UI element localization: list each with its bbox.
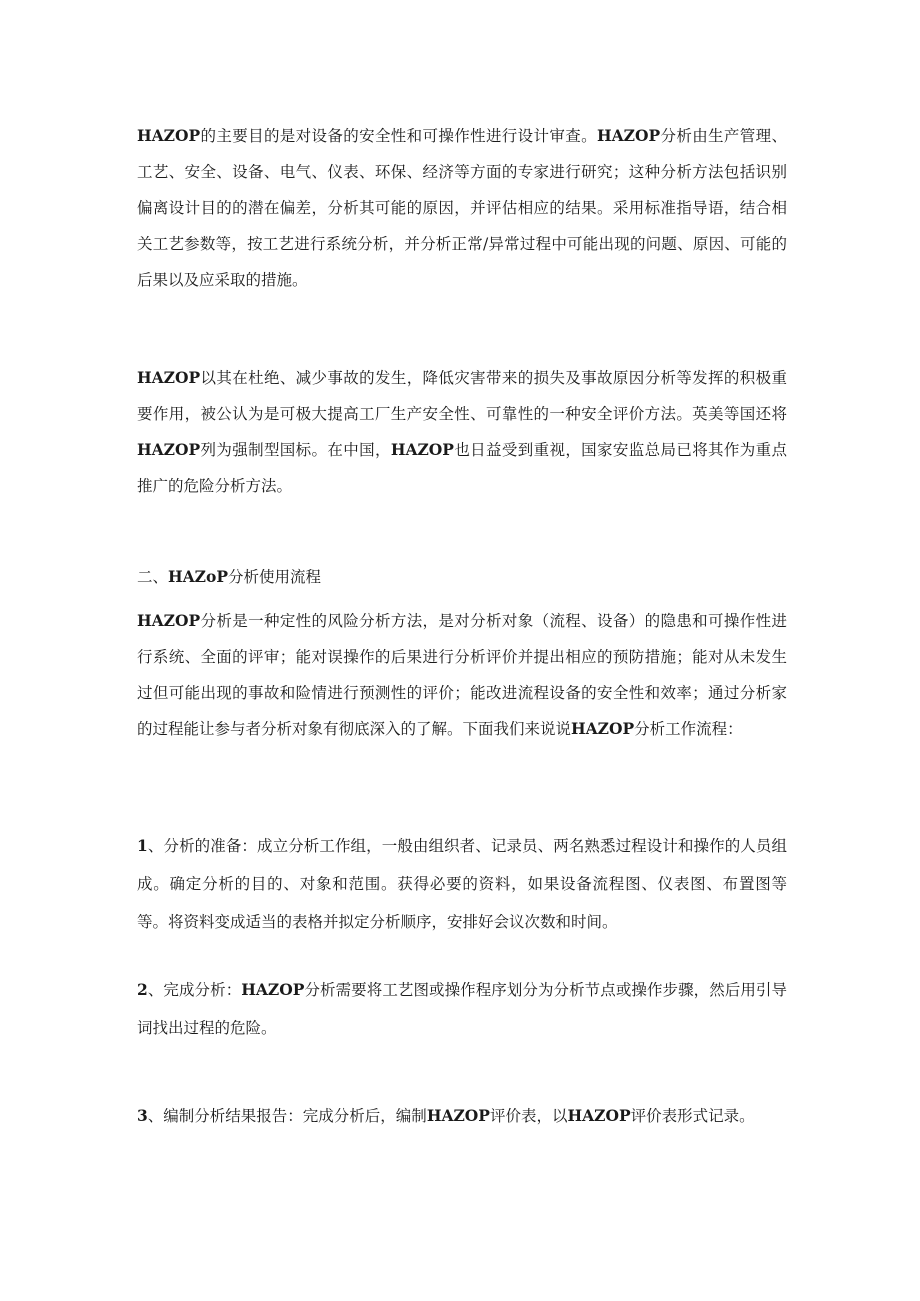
bold-term: HAZOP [390,440,454,459]
paragraph-step-analysis: 2、完成分析：HAZOP分析需要将工艺图或操作程序划分为分析节点或操作步骤，然后用引导词找出过程的危险。 [137,980,787,1037]
paragraph-hazop-importance: HAZOP以其在杜绝、减少事故的发生，降低灾害带来的损失及事故原因分析等发挥的积极重要作用，被公认为是可极大提高工厂生产安全性、可靠性的一种安全评价方法。英美等国还将HAZOP列为强制型国标。在中国，HAZOP也日益受到重视，国家安监总局已将其作为重点推广的危险分析方法。 [137,368,787,495]
bold-term: HAZOP [137,126,201,145]
bold-term: HAZOP [241,980,305,999]
paragraph-step-report: 3、编制分析结果报告：完成分析后，编制HAZOP评价表，以HAZOP评价表形式记录。 [137,1106,755,1125]
bold-term: HAZOP [567,1106,631,1125]
bold-term: HAZOP [426,1106,490,1125]
bold-term: HAZOP [137,611,201,630]
bold-term: HAZOP [571,719,635,738]
bold-term: HAZOP [137,440,201,459]
section-heading-process: 二、HAZoP分析使用流程 [137,567,322,586]
bold-term: 1 [137,836,148,855]
bold-term: 2 [137,980,148,999]
bold-term: HAZOP [596,126,661,145]
bold-term: HAZoP [168,567,228,586]
bold-term: HAZOP [137,368,201,387]
paragraph-hazop-purpose: HAZOP的主要目的是对设备的安全性和可操作性进行设计审查。HAZOP分析由生产管理、工艺、安全、设备、电气、仪表、环保、经济等方面的专家进行研究；这种分析方法包括识别偏离设计目的的潜在偏差，分析其可能的原因，并评估相应的结果。采用标准指导语，结合相关工艺参数等，按工艺进行系统分析，并分析正常/异常过程中可能出现的问题、原因、可能的后果以及应采取的措施。 [137,126,787,289]
bold-term: 3 [137,1106,148,1125]
paragraph-step-preparation: 1、分析的准备：成立分析工作组，一般由组织者、记录员、两名熟悉过程设计和操作的人员组成。确定分析的目的、对象和范围。获得必要的资料，如果设备流程图、仪表图、布置图等等。将资料变成适当的表格并拟定分析顺序，安排好会议次数和时间。 [137,836,787,931]
paragraph-hazop-method: HAZOP分析是一种定性的风险分析方法，是对分析对象（流程、设备）的隐患和可操作性进行系统、全面的评审；能对误操作的后果进行分析评价并提出相应的预防措施；能对从未发生过但可能出现的事故和险情进行预测性的评价；能改进流程设备的安全性和效率；通过分析家的过程能让参与者分析对象有彻底深入的了解。下面我们来说说HAZOP分析工作流程： [137,611,787,738]
